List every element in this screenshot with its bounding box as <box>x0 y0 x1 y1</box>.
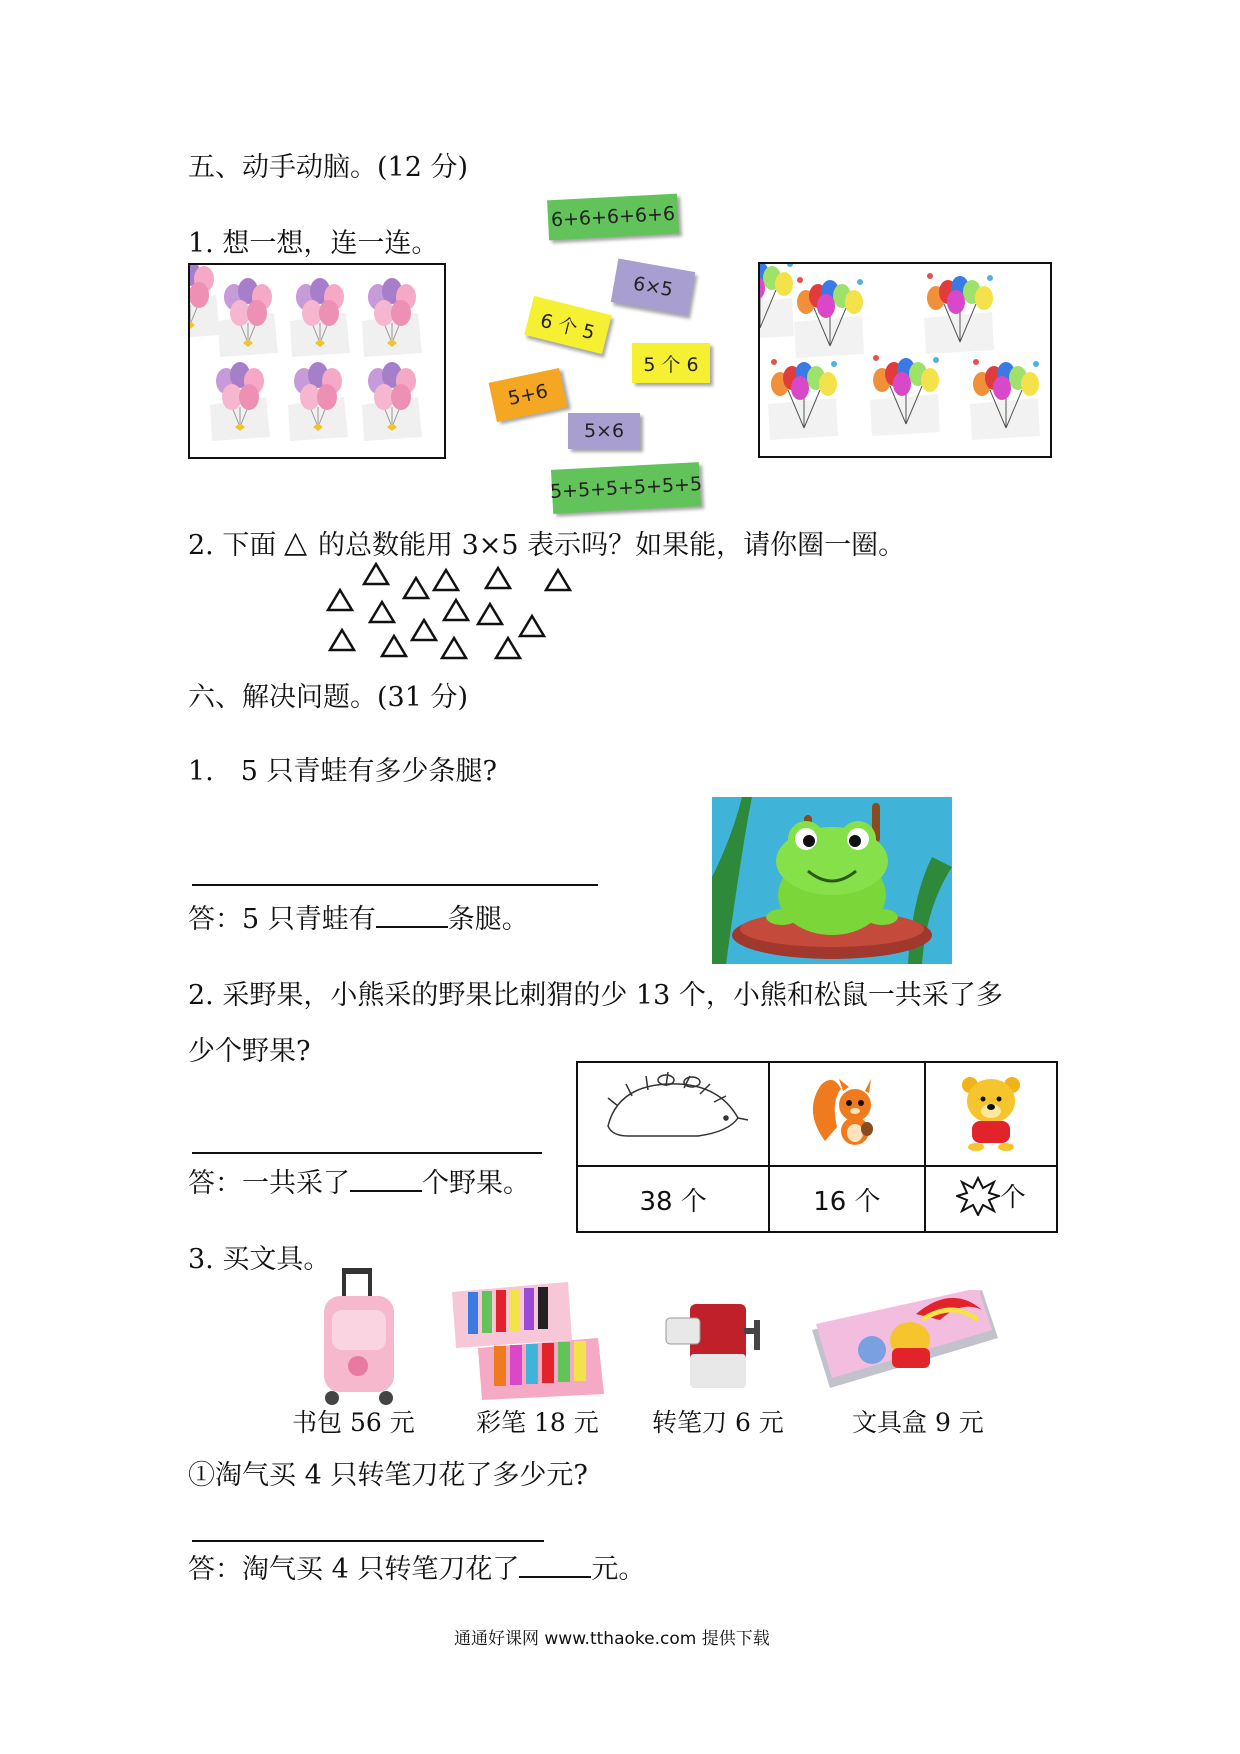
bear-icon <box>956 1071 1026 1151</box>
hedgehog-cell <box>577 1062 769 1166</box>
s6-q3-title: 3. 买文具。 <box>188 1244 331 1275</box>
s6-q1-work-line[interactable] <box>192 884 598 886</box>
balloon-box-left <box>188 263 446 459</box>
q1-label: 1. 想一想，连一连。 <box>188 228 439 259</box>
color-pens-image <box>448 1282 606 1400</box>
s6-q1-question: 1. 5 只青蛙有多少条腿? <box>188 756 497 787</box>
card-5-ge-6[interactable]: 5 个 6 <box>632 343 710 383</box>
pencil-box-image <box>812 1290 998 1400</box>
s6-q2-answer-after: 个野果。 <box>422 1168 530 1199</box>
squirrel-icon <box>807 1071 887 1151</box>
s6-q2-line1: 2. 采野果，小熊采的野果比刺猬的少 13 个，小熊和松鼠一共采了多 <box>188 980 1003 1011</box>
card-6-times-5[interactable]: 6×5 <box>611 259 695 316</box>
s6-q3-work-line[interactable] <box>192 1540 544 1542</box>
item-pens-label: 彩笔 18 元 <box>476 1408 599 1437</box>
bear-cell <box>925 1062 1057 1166</box>
hedgehog-count: 38 个 <box>577 1166 769 1232</box>
s6-q1-answer-blank[interactable] <box>376 904 448 928</box>
s6-q1-answer <box>188 904 529 936</box>
item-sharpener-label: 转笔刀 6 元 <box>652 1408 784 1437</box>
hedgehog-icon <box>588 1066 758 1156</box>
squirrel-cell <box>769 1062 924 1166</box>
sharpener-image <box>660 1298 770 1398</box>
s6-q2-answer-blank[interactable] <box>350 1168 422 1192</box>
card-6x5-sum[interactable]: 6+6+6+6+6 <box>547 194 679 241</box>
s6-q3-answer <box>188 1554 645 1586</box>
q2-triangle-inline: △ <box>284 525 308 560</box>
s6-q2-work-line[interactable] <box>192 1152 542 1154</box>
squirrel-count: 16 个 <box>769 1166 924 1232</box>
burst-icon <box>956 1176 1000 1216</box>
s6-q2-answer <box>188 1168 530 1200</box>
s6-q3-answer-after: 元。 <box>591 1554 646 1585</box>
section6-title: 六、解决问题。(31 分) <box>188 682 469 713</box>
frog-image <box>712 797 952 964</box>
s6-q1-answer-before: 答：5 只青蛙有 <box>188 904 376 935</box>
card-6x6-sum[interactable]: 5+5+5+5+5+5 <box>551 462 701 514</box>
fruit-table <box>576 1061 1058 1233</box>
s6-q3-answer-before: 答：淘气买 4 只转笔刀花了 <box>188 1554 520 1585</box>
pink-balloon-groups-image <box>190 265 444 457</box>
s6-q1-answer-after: 条腿。 <box>447 904 529 935</box>
s6-q3-sub1: ①淘气买 4 只转笔刀花了多少元? <box>188 1460 588 1491</box>
s6-q2-line2: 少个野果? <box>188 1036 311 1067</box>
item-pencilbox-label: 文具盒 9 元 <box>852 1408 984 1437</box>
triangle-shape <box>364 564 388 584</box>
colorful-balloon-groups-image <box>760 264 1050 456</box>
card-5-plus-6[interactable]: 5+6 <box>489 368 568 422</box>
section5-title: 五、动手动脑。(12 分) <box>188 152 469 183</box>
item-schoolbag-label: 书包 56 元 <box>292 1408 415 1437</box>
s6-q2-answer-before: 答：一共采了 <box>188 1168 350 1199</box>
bear-count-unit: 个 <box>999 1183 1026 1213</box>
card-6-ge-5[interactable]: 6 个 5 <box>524 296 611 354</box>
q2-text-after: 的总数能用 3×5 表示吗？如果能，请你圈一圈。 <box>318 530 906 561</box>
triangles-group <box>320 560 600 670</box>
schoolbag-image <box>316 1268 402 1406</box>
card-5-times-6[interactable]: 5×6 <box>568 413 640 449</box>
balloon-box-right <box>758 262 1052 458</box>
q2-text-before: 2. 下面 <box>188 530 277 561</box>
bear-count-cell <box>925 1166 1057 1232</box>
s6-q3-answer-blank[interactable] <box>519 1554 591 1578</box>
page-footer: 通通好课网 www.tthaoke.com 提供下载 <box>454 1629 770 1649</box>
